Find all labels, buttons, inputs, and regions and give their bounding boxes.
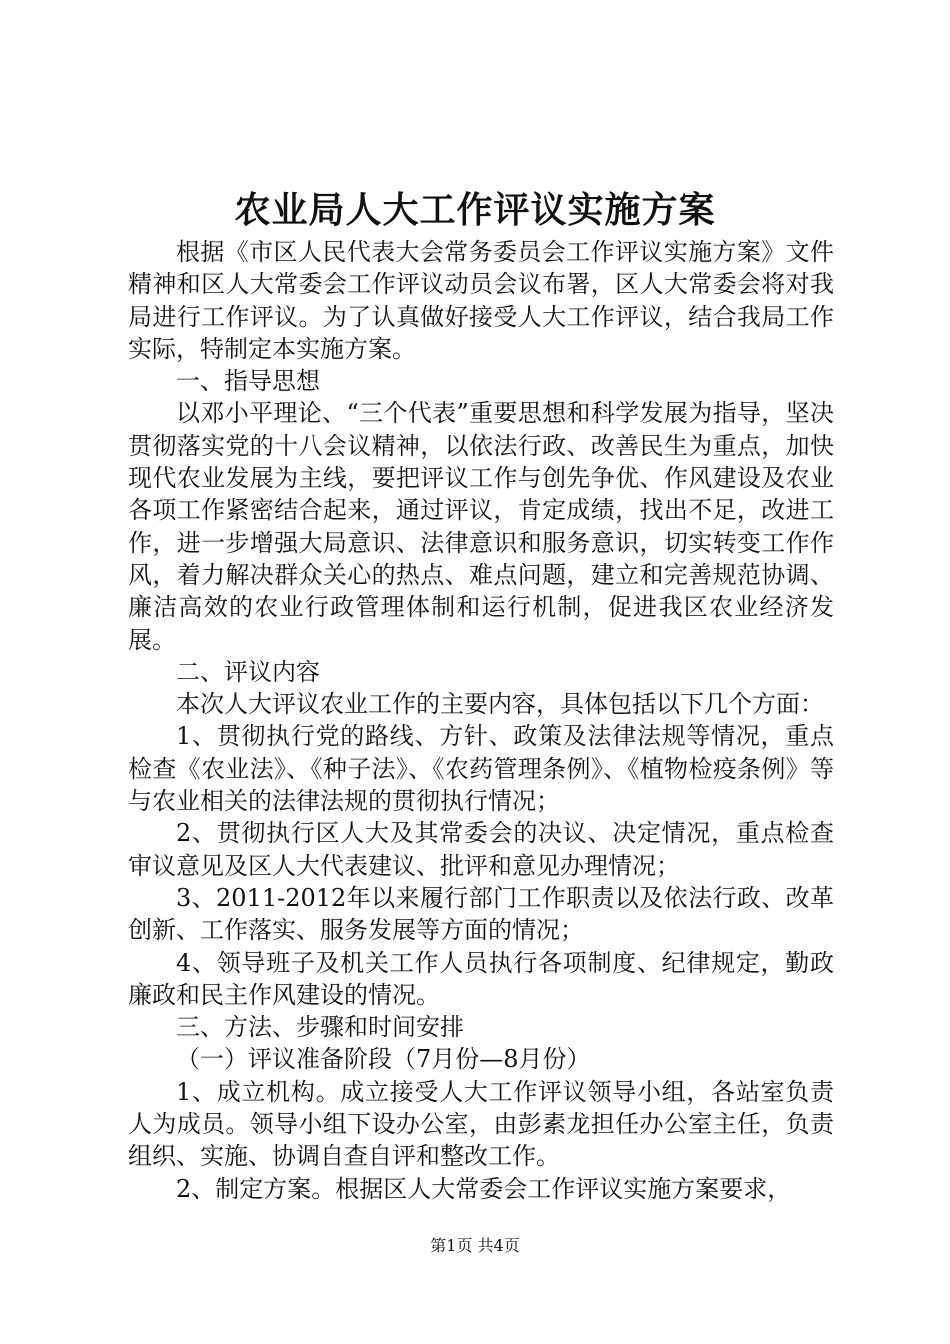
guiding-ideology-paragraph: 以邓小平理论、“三个代表”重要思想和科学发展为指导，坚决贯彻落实党的十八会议精神，以依法行政、改善民生为重点，加快现代农业发展为主线，要把评议工作与创先争优、作风建设及农业各项工作紧密结合起来，通过评议，肯定成绩，找出不足，改进工作，进一步增强大局意识、法律意识和服务意识，切实转变工作作风，着力解决群众关心的热点、难点问题，建立和完善规范协调、廉洁高效的农业行政管理体制和运行机制，促进我区农业经济发展。 bbox=[128, 399, 834, 654]
preparation-step-2: 2、制定方案。根据区人大常委会工作评议实施方案要求， bbox=[176, 1174, 792, 1203]
document-body bbox=[128, 236, 834, 1205]
page-footer: 第1页 共4页 bbox=[430, 1236, 520, 1255]
intro-paragraph: 根据《市区人民代表大会常务委员会工作评议实施方案》文件精神和区人大常委会工作评议动员会议布署，区人大常委会将对我局进行工作评议。为了认真做好接受人大工作评议，结合我局工作实际，特制定本实施方案。 bbox=[128, 238, 834, 363]
subsection-heading-preparation: （一）评议准备阶段（7月份—8月份） bbox=[176, 1045, 591, 1074]
review-content-intro: 本次人大评议农业工作的主要内容，具体包括以下几个方面： bbox=[176, 690, 824, 719]
document-title: 农业局人大工作评议实施方案 bbox=[234, 189, 716, 231]
section-heading-review-content: 二、评议内容 bbox=[176, 657, 320, 686]
review-item-1: 1、贯彻执行党的路线、方针、政策及法律法规等情况，重点检查《农业法》、《种子法》、《农药管理条例》、《植物检疫条例》等与农业相关的法律法规的贯彻执行情况； bbox=[128, 722, 834, 816]
section-heading-guiding-ideology: 一、指导思想 bbox=[176, 367, 320, 396]
preparation-step-1: 1、成立机构。成立接受人大工作评议领导小组，各站室负责人为成员。领导小组下设办公室，由彭素龙担任办公室主任，负责组织、实施、协调自查自评和整改工作。 bbox=[128, 1077, 834, 1171]
review-item-4: 4、领导班子及机关工作人员执行各项制度、纪律规定，勤政廉政和民主作风建设的情况。 bbox=[128, 948, 834, 1009]
review-item-3: 3、2011-2012年以来履行部门工作职责以及依法行政、改革创新、工作落实、服务发展等方面的情况； bbox=[128, 883, 834, 945]
section-heading-methods: 三、方法、步骤和时间安排 bbox=[176, 1013, 464, 1042]
review-item-2: 2、贯彻执行区人大及其常委会的决议、决定情况，重点检查审议意见及区人大代表建议、批评和意见办理情况； bbox=[128, 819, 834, 880]
